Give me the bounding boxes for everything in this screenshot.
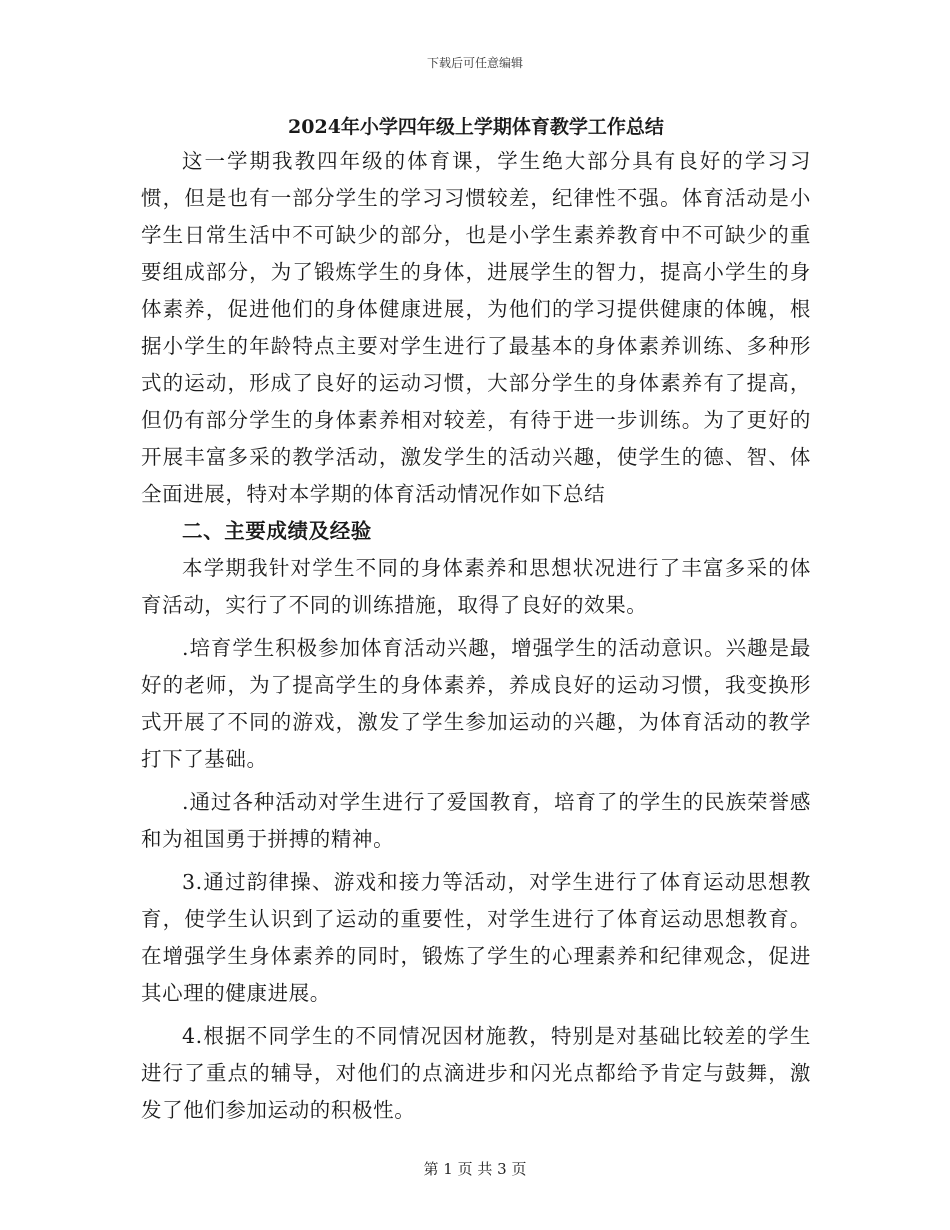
intro-paragraph: 这一学期我教四年级的体育课，学生绝大部分具有良好的学习习惯，但是也有一部分学生的学习习惯较差，纪律性不强。体育活动是小学生日常生活中不可缺少的部分，也是小学生素养教育中不可缺少的重要组成部分，为了锻炼学生的身体，进展学生的智力，提高小学生的身体素养，促进他们的身体健康进展，为他们的学习提供健康的体魄，根据小学生的年龄特点主要对学生进行了最基本的身体素养训练、多种形式的运动，形成了良好的运动习惯，大部分学生的身体素养有了提高，但仍有部分学生的身体素养相对较差，有待于进一步训练。为了更好的开展丰富多采的教学活动，激发学生的活动兴趣，使学生的德、智、体全面进展，特对本学期的体育活动情况作如下总结 bbox=[141, 149, 811, 506]
header-note: 下载后可任意编辑 bbox=[426, 56, 523, 70]
document-title: 2024年小学四年级上学期体育教学工作总结 bbox=[288, 116, 664, 138]
list-item-1: .培育学生积极参加体育活动兴趣，增强学生的活动意识。兴趣是最好的老师，为了提高学生的身体素养，养成良好的运动习惯，我变换形式开展了不同的游戏，激发了学生参加运动的兴趣，为体育活动的教学打下了基础。 bbox=[141, 636, 811, 771]
section-heading: 二、主要成绩及经验 bbox=[182, 519, 372, 543]
section-intro-paragraph: 本学期我针对学生不同的身体素养和思想状况进行了丰富多采的体育活动，实行了不同的训练措施，取得了良好的效果。 bbox=[141, 556, 811, 617]
list-item-3: 3.通过韵律操、游戏和接力等活动，对学生进行了体育运动思想教育，使学生认识到了运动的重要性，对学生进行了体育运动思想教育。在增强学生身体素养的同时，锻炼了学生的心理素养和纪律观念，促进其心理的健康进展。 bbox=[141, 870, 811, 1005]
document-body bbox=[141, 112, 811, 1129]
list-item-4: 4.根据不同学生的不同情况因材施教，特别是对基础比较差的学生进行了重点的辅导，对他们的点滴进步和闪光点都给予肯定与鼓舞，激发了他们参加运动的积极性。 bbox=[141, 1024, 811, 1122]
list-item-2: .通过各种活动对学生进行了爱国教育，培育了的学生的民族荣誉感和为祖国勇于拼搏的精神。 bbox=[141, 790, 811, 851]
page-number: 第 1 页 共 3 页 bbox=[423, 1160, 527, 1178]
